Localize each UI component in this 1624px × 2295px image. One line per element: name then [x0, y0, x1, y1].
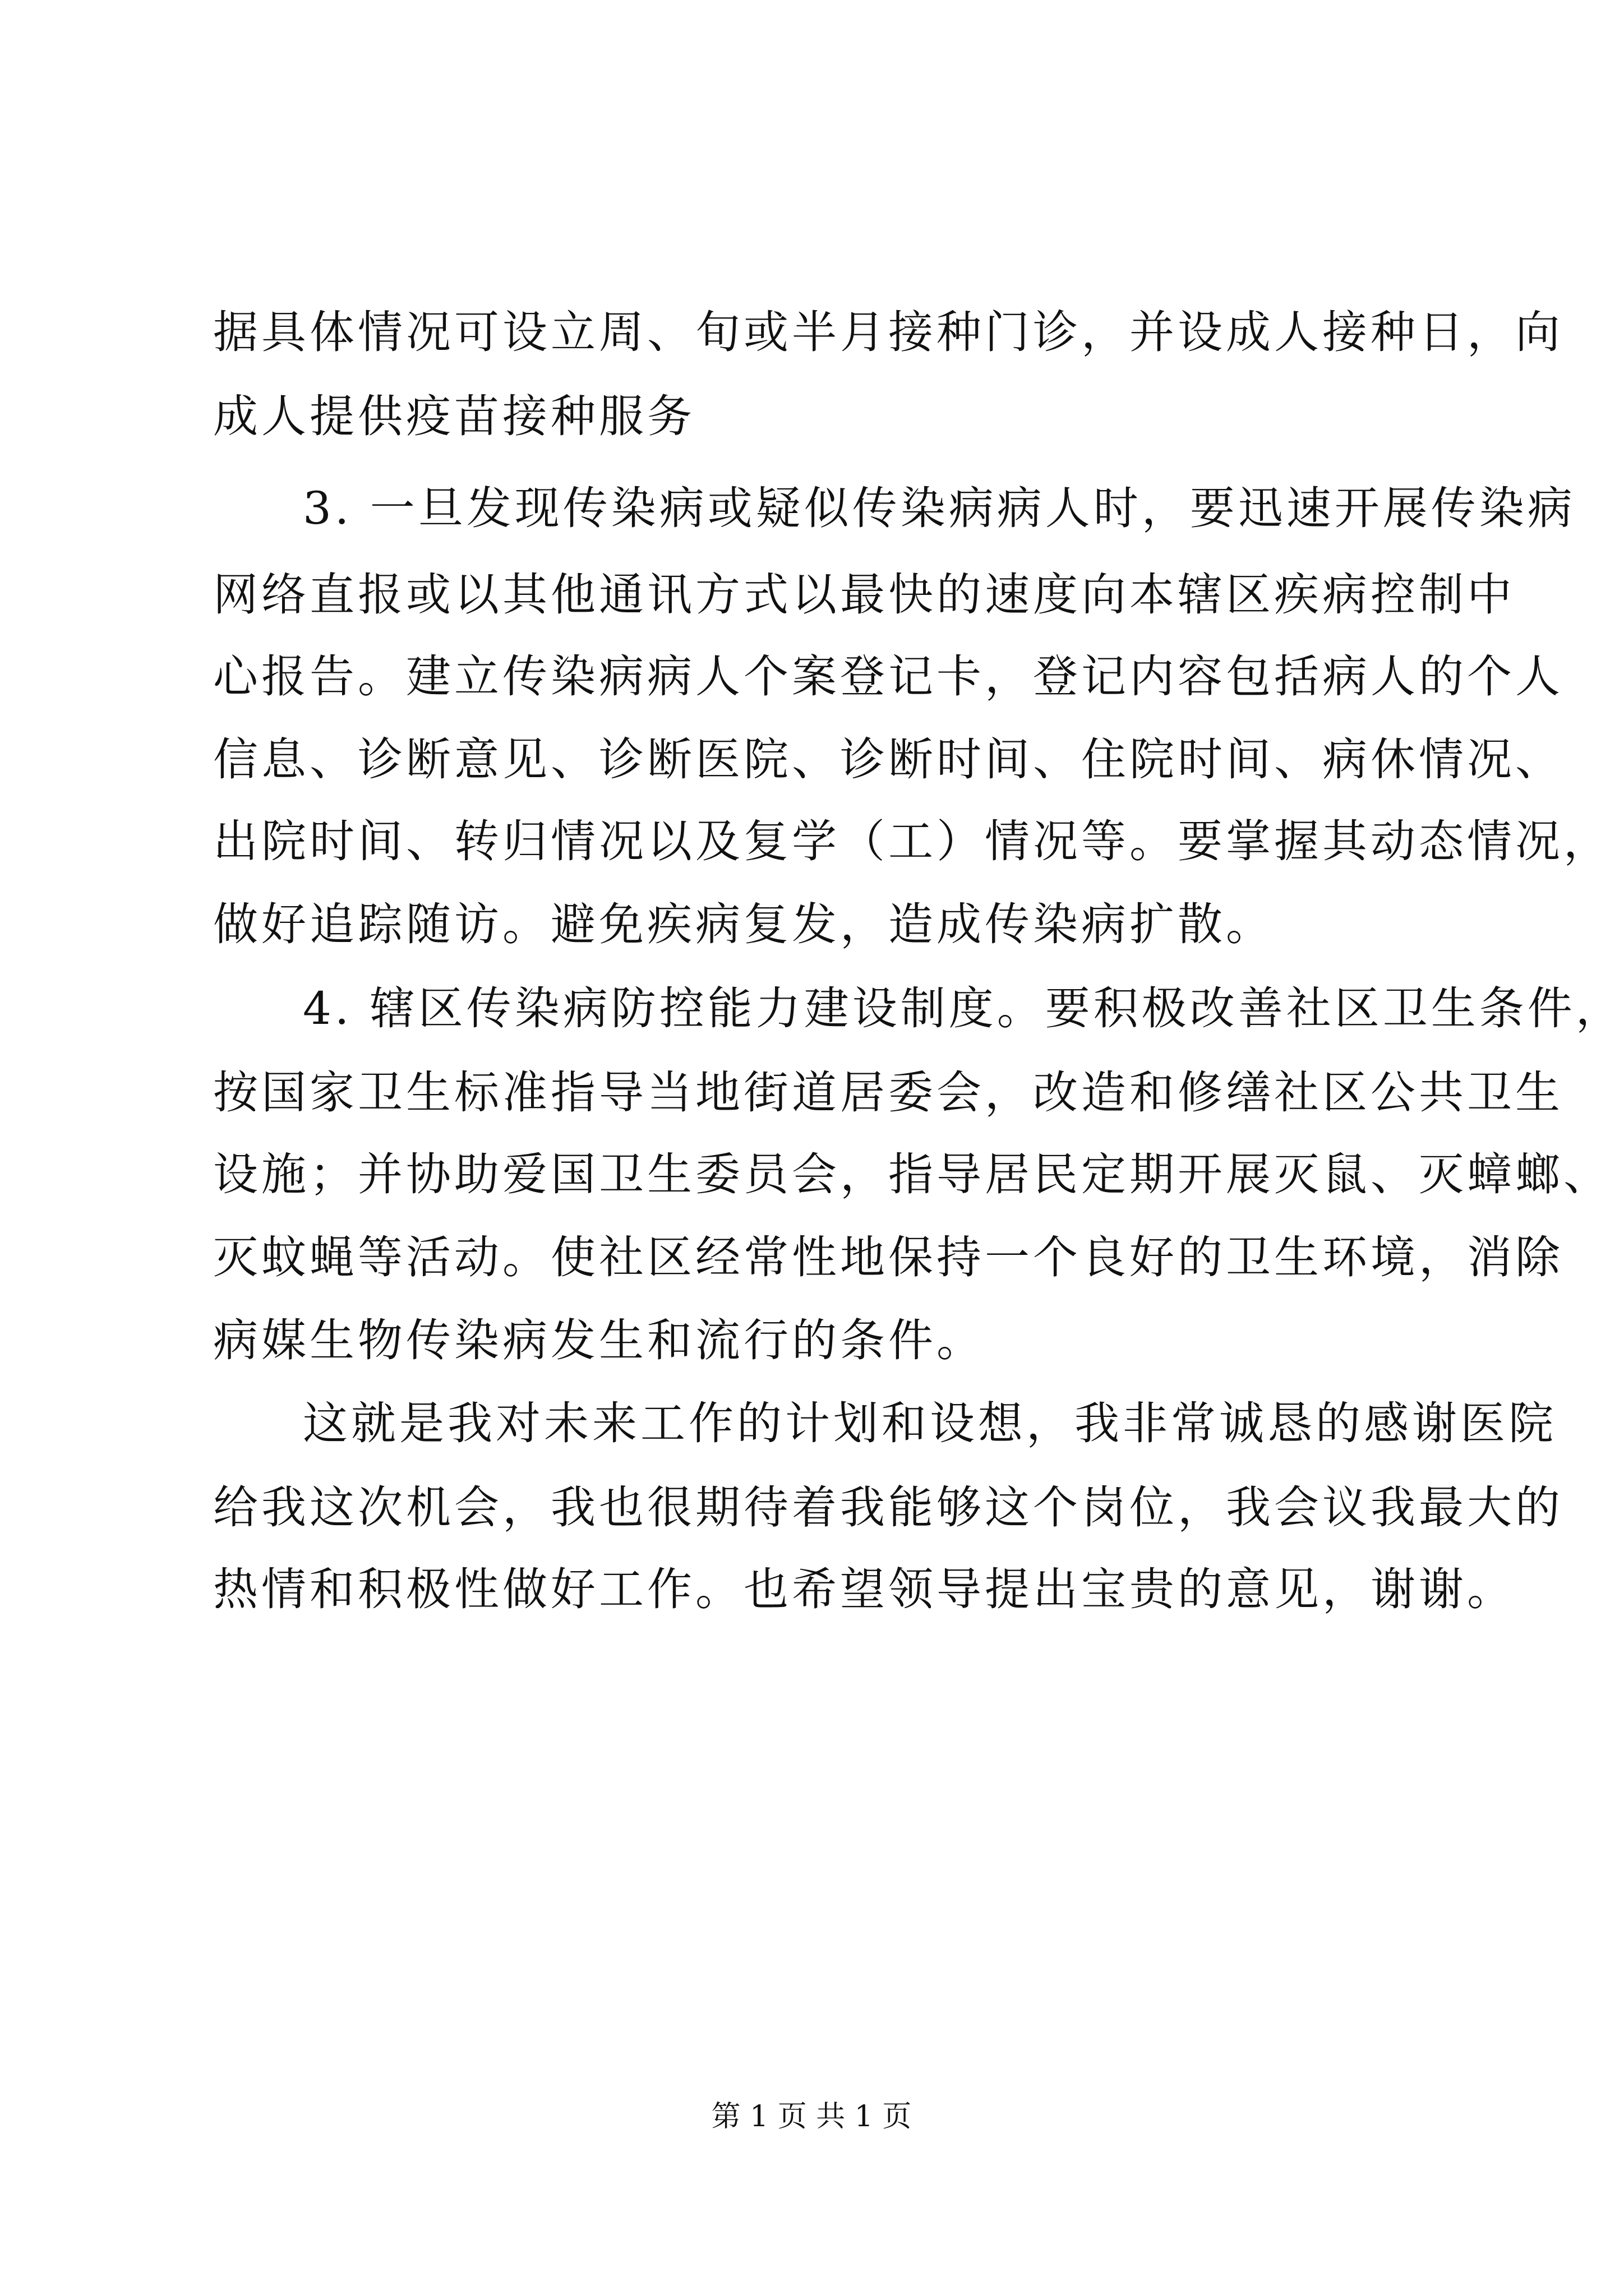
text-line: 据具体情况可设立周、旬或半月接种门诊，并设成人接种日，向 — [213, 306, 1563, 358]
text-line: 信息、诊断意见、诊断医院、诊断时间、住院时间、病休情况、 — [213, 733, 1563, 786]
text-line: 网络直报或以其他通讯方式以最快的速度向本辖区疾病控制中 — [213, 569, 1515, 621]
text-line: 灭蚊蝇等活动。使社区经常性地保持一个良好的卫生环境，消除 — [213, 1231, 1563, 1283]
text-line: 3. 一旦发现传染病或疑似传染病病人时，要迅速开展传染病 — [303, 482, 1576, 534]
text-line: 按国家卫生标准指导当地街道居委会，改造和修缮社区公共卫生 — [213, 1066, 1563, 1119]
text-line: 病媒生物传染病发生和流行的条件。 — [213, 1314, 985, 1366]
text-line: 设施；并协助爱国卫生委员会，指导居民定期开展灭鼠、灭蟑螂、 — [213, 1148, 1612, 1200]
text-line: 成人提供疫苗接种服务 — [213, 390, 695, 442]
text-line: 热情和积极性做好工作。也希望领导提出宝贵的意见，谢谢。 — [213, 1563, 1515, 1615]
text-line: 心报告。建立传染病病人个案登记卡，登记内容包括病人的个人 — [213, 650, 1563, 703]
page-number-footer: 第 1 页 共 1 页 — [711, 2100, 912, 2134]
text-line: 4. 辖区传染病防控能力建设制度。要积极改善社区卫生条件， — [303, 982, 1624, 1035]
text-line: 出院时间、转归情况以及复学（工）情况等。要掌握其动态情况， — [213, 815, 1612, 867]
text-line: 这就是我对未来工作的计划和设想，我非常诚恳的感谢医院 — [303, 1397, 1557, 1449]
text-line: 做好追踪随访。避免疾病复发，造成传染病扩散。 — [213, 898, 1274, 950]
text-line: 给我这次机会，我也很期待着我能够这个岗位，我会议我最大的 — [213, 1481, 1563, 1534]
